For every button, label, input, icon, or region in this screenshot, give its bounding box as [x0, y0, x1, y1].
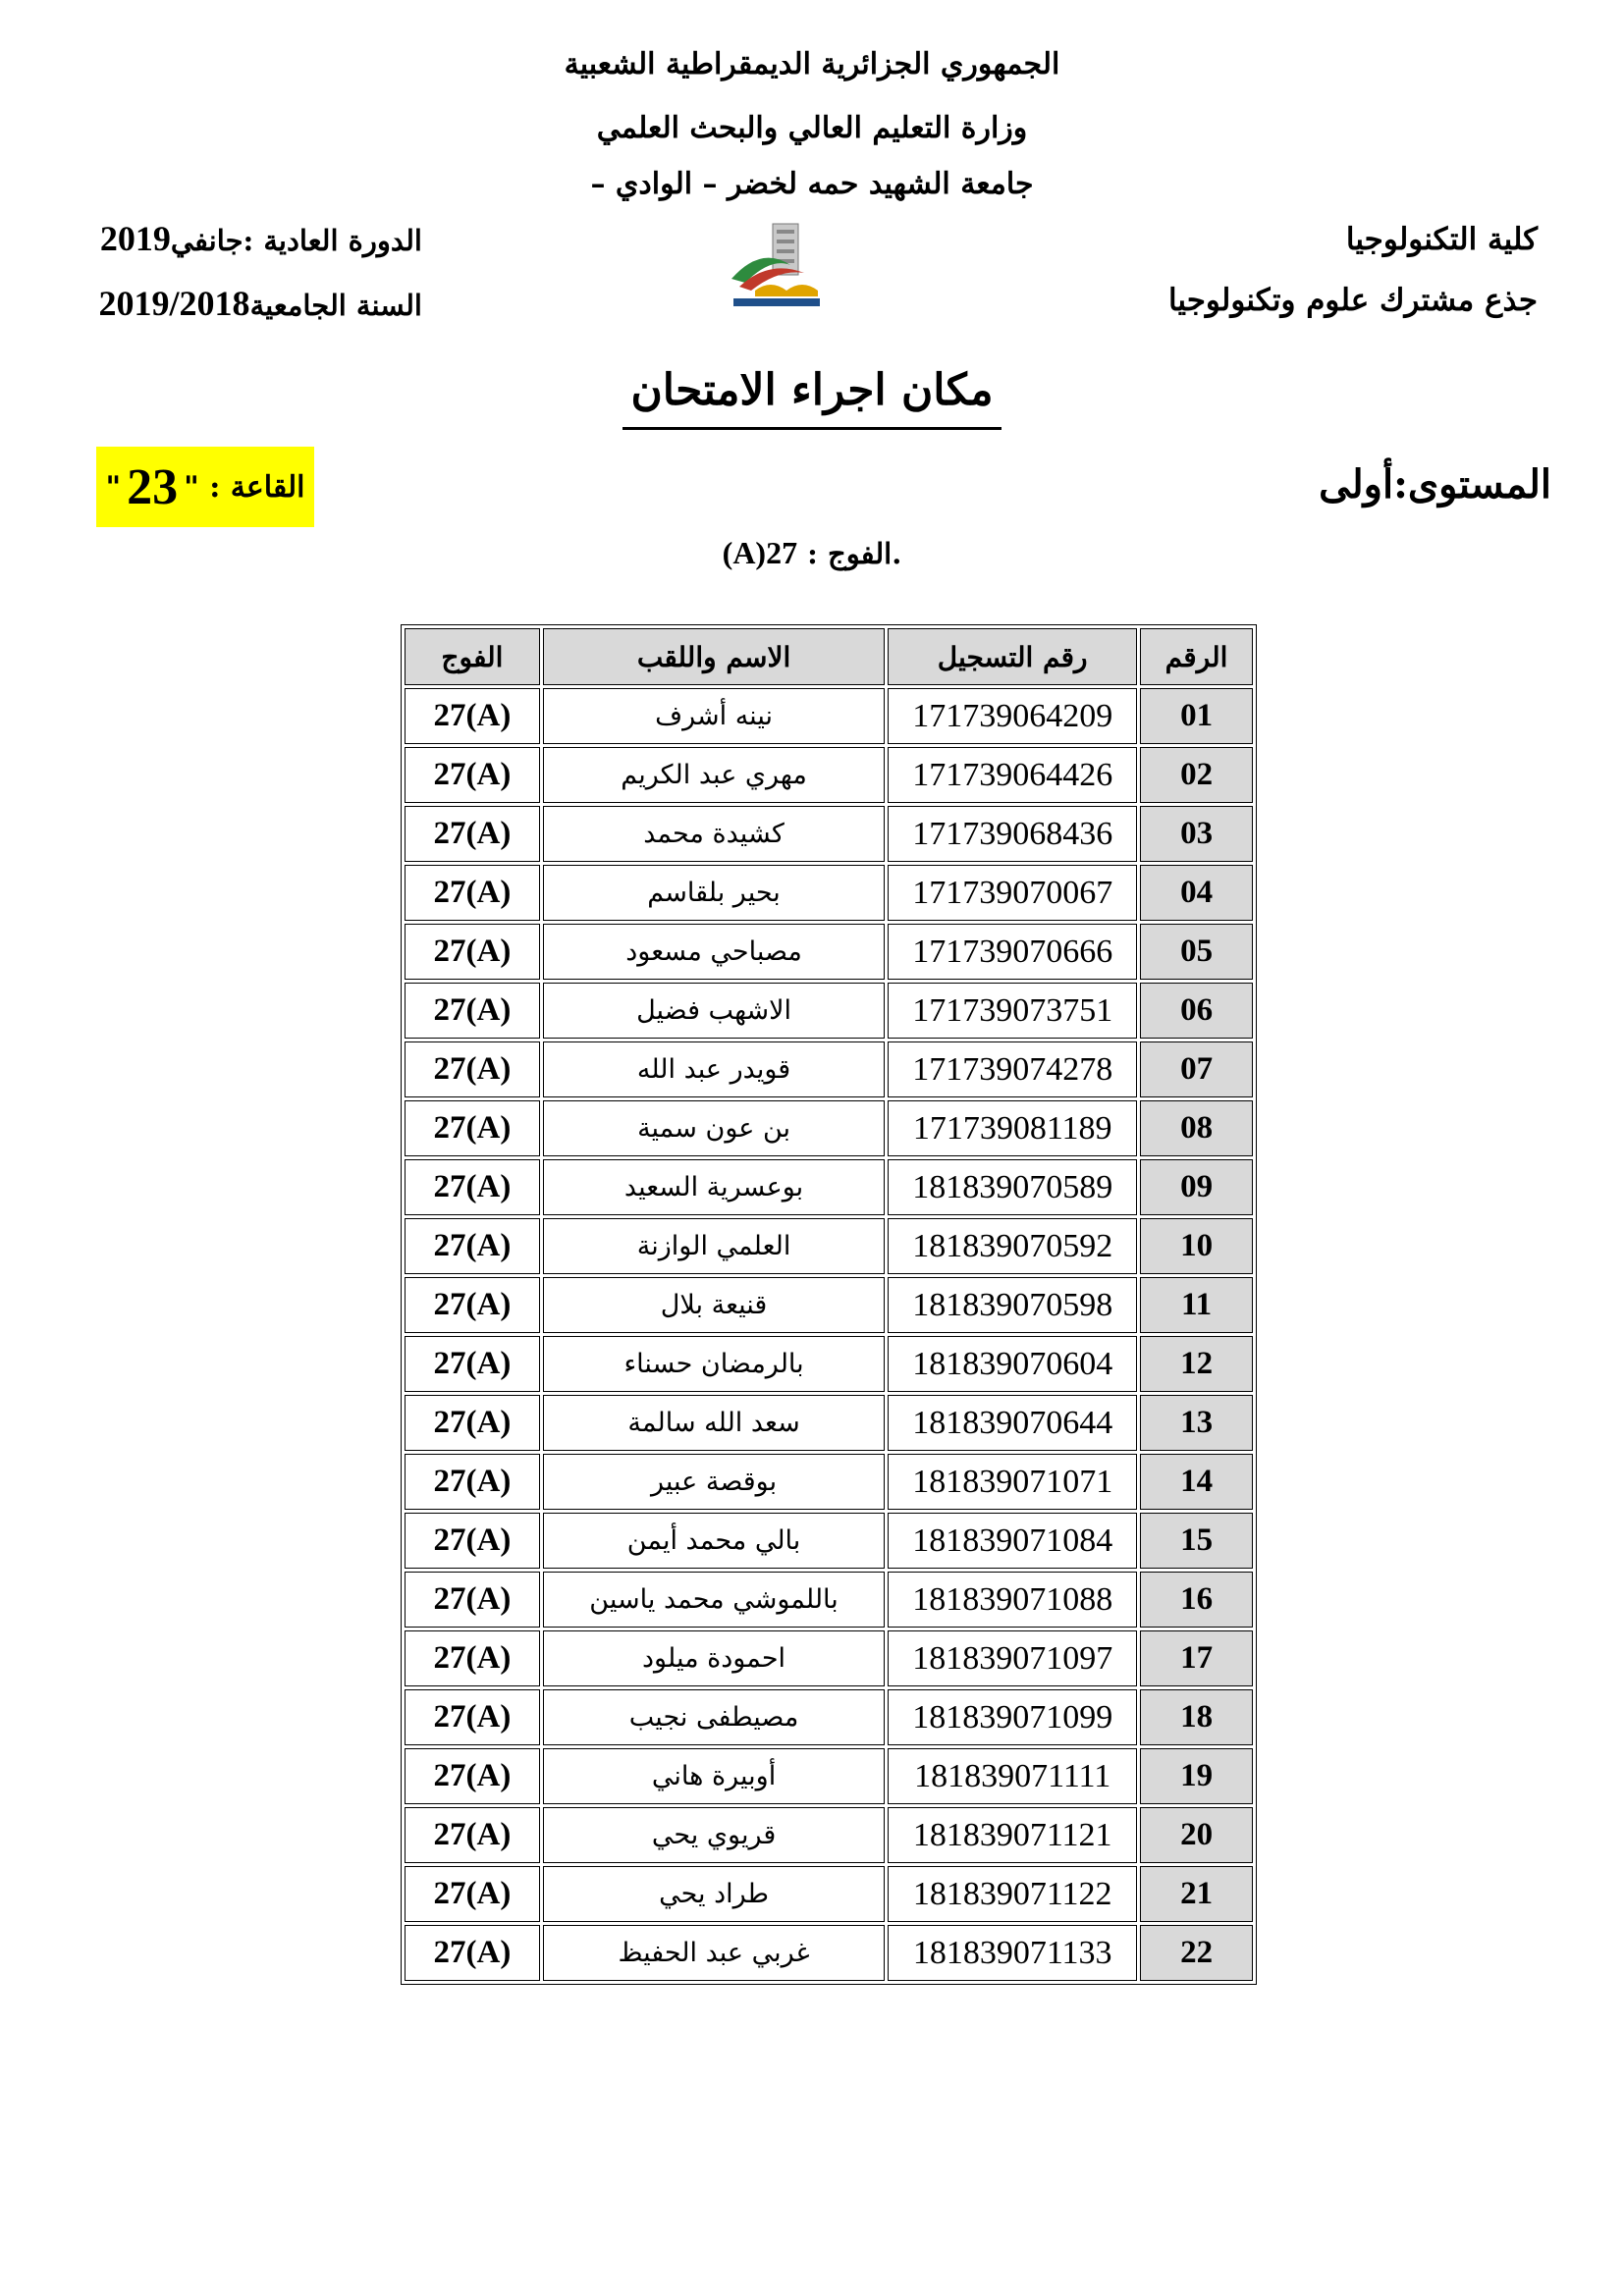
exam-hall-badge [96, 447, 314, 527]
student-name: كشيدة محمد [543, 806, 885, 862]
table-row [405, 747, 1253, 803]
table-row [405, 1100, 1253, 1156]
registration-number: 181839071071 [888, 1454, 1137, 1510]
group-line [0, 535, 1624, 571]
table-row [405, 1866, 1253, 1922]
header-registration: رقم التسجيل [888, 628, 1137, 685]
row-number: 10 [1140, 1218, 1253, 1274]
table-row [405, 865, 1253, 921]
table-row [405, 1454, 1253, 1510]
row-number: 20 [1140, 1807, 1253, 1863]
exam-session [98, 218, 422, 259]
header-number: الرقم [1140, 628, 1253, 685]
student-group: 27(A) [405, 1689, 540, 1745]
registration-number: 171739068436 [888, 806, 1137, 862]
row-number: 11 [1140, 1277, 1253, 1333]
table-row [405, 1041, 1253, 1097]
hall-number: 23 [127, 458, 179, 515]
registration-number: 171739070067 [888, 865, 1137, 921]
header-university: جامعة الشهيد حمه لخضر – الوادي – [590, 167, 1034, 201]
student-group: 27(A) [405, 983, 540, 1039]
student-group: 27(A) [405, 1513, 540, 1569]
student-group: 27(A) [405, 1925, 540, 1981]
table-row [405, 1572, 1253, 1628]
registration-number: 181839071111 [888, 1748, 1137, 1804]
student-group: 27(A) [405, 1100, 540, 1156]
academic-year-value: 2019/2018 [98, 284, 250, 323]
table-row [405, 1513, 1253, 1569]
student-name: الاشهب فضيل [543, 983, 885, 1039]
table-row [405, 1925, 1253, 1981]
table-row [405, 688, 1253, 744]
row-number: 08 [1140, 1100, 1253, 1156]
student-group: 27(A) [405, 924, 540, 980]
student-group: 27(A) [405, 1572, 540, 1628]
student-group: 27(A) [405, 688, 540, 744]
student-group: 27(A) [405, 1159, 540, 1215]
registration-number: 181839071121 [888, 1807, 1137, 1863]
student-group: 27(A) [405, 865, 540, 921]
student-group: 27(A) [405, 1748, 540, 1804]
row-number: 14 [1140, 1454, 1253, 1510]
student-name: بوعسرية السعيد [543, 1159, 885, 1215]
header-ministry: وزارة التعليم العالي والبحث العلمي [596, 111, 1028, 145]
department-name: جذع مشترك علوم وتكنولوجيا [1167, 283, 1538, 318]
student-group: 27(A) [405, 806, 540, 862]
registration-number: 181839071084 [888, 1513, 1137, 1569]
table-row [405, 1218, 1253, 1274]
row-number: 01 [1140, 688, 1253, 744]
table-row [405, 1159, 1253, 1215]
student-name: بالرمضان حسناء [543, 1336, 885, 1392]
table-header-row [405, 628, 1253, 685]
row-number: 18 [1140, 1689, 1253, 1745]
row-number: 15 [1140, 1513, 1253, 1569]
registration-number: 181839070598 [888, 1277, 1137, 1333]
header-group: الفوج [405, 628, 540, 685]
academic-year [98, 283, 422, 324]
registration-number: 171739074278 [888, 1041, 1137, 1097]
group-value: 27(A) [722, 535, 798, 570]
student-name: أوبيرة هاني [543, 1748, 885, 1804]
student-roster-table [401, 624, 1257, 1985]
registration-number: 171739064209 [888, 688, 1137, 744]
student-name: سعد الله سالمة [543, 1395, 885, 1451]
table-row [405, 983, 1253, 1039]
table-row [405, 1630, 1253, 1686]
row-number: 17 [1140, 1630, 1253, 1686]
table-row [405, 924, 1253, 980]
session-year: 2019 [99, 219, 171, 258]
registration-number: 171739064426 [888, 747, 1137, 803]
student-name: نينه أشرف [543, 688, 885, 744]
row-number: 21 [1140, 1866, 1253, 1922]
registration-number: 181839071099 [888, 1689, 1137, 1745]
row-number: 22 [1140, 1925, 1253, 1981]
student-group: 27(A) [405, 1630, 540, 1686]
header-country: الجمهوري الجزائرية الديمقراطية الشعبية [564, 47, 1060, 81]
registration-number: 181839071097 [888, 1630, 1137, 1686]
student-name: قريوي يحي [543, 1807, 885, 1863]
registration-number: 171739081189 [888, 1100, 1137, 1156]
registration-number: 181839070604 [888, 1336, 1137, 1392]
page-title: مكان اجراء الامتحان [0, 365, 1624, 430]
student-name: بحير بلقاسم [543, 865, 885, 921]
table-row [405, 806, 1253, 862]
row-number: 07 [1140, 1041, 1253, 1097]
registration-number: 181839070592 [888, 1218, 1137, 1274]
study-level: المستوى:أولى [1319, 461, 1551, 507]
student-group: 27(A) [405, 1218, 540, 1274]
student-group: 27(A) [405, 1277, 540, 1333]
row-number: 09 [1140, 1159, 1253, 1215]
student-name: قنيعة بلال [543, 1277, 885, 1333]
group-label: .الفوج : [797, 537, 902, 570]
table-row [405, 1277, 1253, 1333]
registration-number: 171739073751 [888, 983, 1137, 1039]
student-group: 27(A) [405, 747, 540, 803]
row-number: 02 [1140, 747, 1253, 803]
registration-number: 171739070666 [888, 924, 1137, 980]
row-number: 05 [1140, 924, 1253, 980]
academic-year-label: السنة الجامعية [249, 289, 422, 322]
hall-label: القاعة : " [184, 469, 305, 505]
student-name: قويدر عبد الله [543, 1041, 885, 1097]
row-number: 06 [1140, 983, 1253, 1039]
student-name: بالي محمد أيمن [543, 1513, 885, 1569]
student-name: بوقصة عبير [543, 1454, 885, 1510]
header-name: الاسم واللقب [543, 628, 885, 685]
registration-number: 181839071088 [888, 1572, 1137, 1628]
registration-number: 181839071133 [888, 1925, 1137, 1981]
student-name: بن عون سمية [543, 1100, 885, 1156]
row-number: 13 [1140, 1395, 1253, 1451]
faculty-name: كلية التكنولوجيا [1345, 222, 1538, 257]
student-name: طراد يحي [543, 1866, 885, 1922]
registration-number: 181839071122 [888, 1866, 1137, 1922]
table-row [405, 1689, 1253, 1745]
table-row [405, 1336, 1253, 1392]
student-name: غربي عبد الحفيظ [543, 1925, 885, 1981]
registration-number: 181839070644 [888, 1395, 1137, 1451]
row-number: 03 [1140, 806, 1253, 862]
row-number: 04 [1140, 865, 1253, 921]
student-group: 27(A) [405, 1866, 540, 1922]
student-name: مهري عبد الكريم [543, 747, 885, 803]
student-group: 27(A) [405, 1454, 540, 1510]
student-group: 27(A) [405, 1807, 540, 1863]
registration-number: 181839070589 [888, 1159, 1137, 1215]
student-name: احمودة ميلود [543, 1630, 885, 1686]
session-label: الدورة العادية :جانفي [170, 224, 422, 257]
row-number: 12 [1140, 1336, 1253, 1392]
student-group: 27(A) [405, 1395, 540, 1451]
row-number: 19 [1140, 1748, 1253, 1804]
table-row [405, 1395, 1253, 1451]
hall-close-quote: " [105, 469, 122, 505]
university-logo [722, 218, 832, 308]
student-group: 27(A) [405, 1041, 540, 1097]
table-row [405, 1748, 1253, 1804]
row-number: 16 [1140, 1572, 1253, 1628]
student-name: مصباحي مسعود [543, 924, 885, 980]
student-name: باللموشي محمد ياسين [543, 1572, 885, 1628]
student-name: العلمي الوازنة [543, 1218, 885, 1274]
student-name: مصيطفى نجيب [543, 1689, 885, 1745]
student-group: 27(A) [405, 1336, 540, 1392]
table-row [405, 1807, 1253, 1863]
